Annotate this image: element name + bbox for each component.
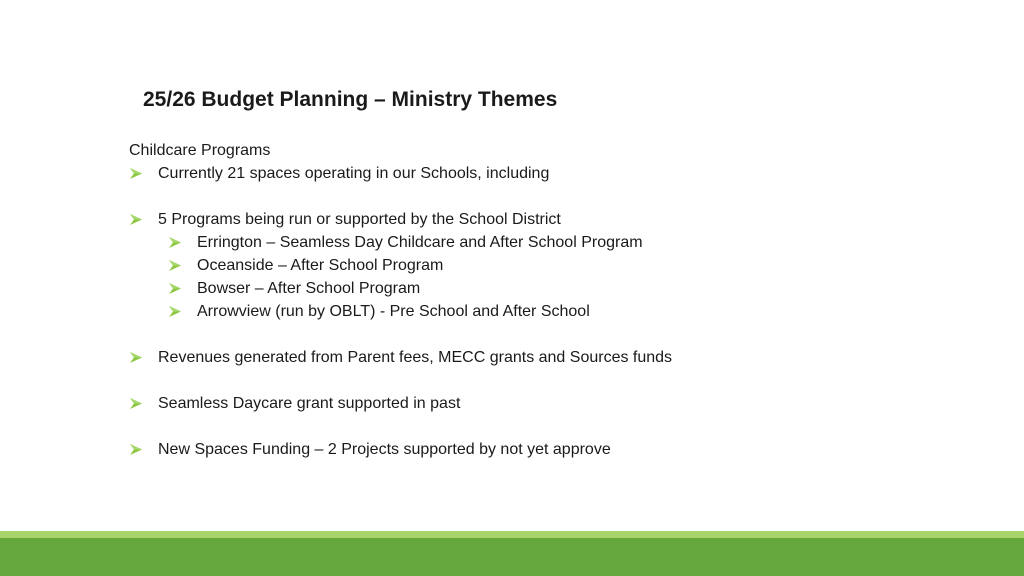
sub-bullet-item — [129, 231, 989, 254]
arrow-bullet-icon — [169, 306, 181, 317]
arrow-bullet-icon — [130, 214, 142, 225]
bullet-text: Seamless Daycare grant supported in past — [158, 395, 461, 412]
arrow-bullet-icon — [169, 237, 181, 248]
bullet-item — [129, 392, 989, 415]
bullet-text: New Spaces Funding – 2 Projects supported by not yet approve — [158, 441, 611, 458]
bullet-text: 5 Programs being run or supported by the School District — [158, 211, 561, 228]
bullet-item — [129, 438, 989, 461]
bullet-item — [129, 346, 989, 369]
arrow-bullet-icon — [130, 168, 142, 179]
bullet-item — [129, 162, 989, 185]
footer-band — [0, 538, 1024, 576]
arrow-bullet-icon — [169, 260, 181, 271]
slide-content — [129, 139, 989, 461]
sub-bullet-text: Oceanside – After School Program — [197, 257, 444, 274]
arrow-bullet-icon — [130, 352, 142, 363]
bullet-text: Currently 21 spaces operating in our Schools, including — [158, 165, 550, 182]
slide-title: 25/26 Budget Planning – Ministry Themes — [143, 88, 558, 111]
sub-bullet-text: Errington – Seamless Day Childcare and After School Program — [197, 234, 643, 251]
arrow-bullet-icon — [130, 398, 142, 409]
arrow-bullet-icon — [130, 444, 142, 455]
sub-bullet-item — [129, 254, 989, 277]
footer-accent-band — [0, 531, 1024, 538]
bullet-item — [129, 208, 989, 231]
sub-bullet-item — [129, 300, 989, 323]
sub-bullet-item — [129, 277, 989, 300]
sub-bullet-text: Arrowview (run by OBLT) - Pre School and After School — [197, 303, 590, 320]
section-heading: Childcare Programs — [129, 142, 271, 159]
arrow-bullet-icon — [169, 283, 181, 294]
sub-bullet-text: Bowser – After School Program — [197, 280, 421, 297]
bullet-text: Revenues generated from Parent fees, MECC grants and Sources funds — [158, 349, 673, 366]
